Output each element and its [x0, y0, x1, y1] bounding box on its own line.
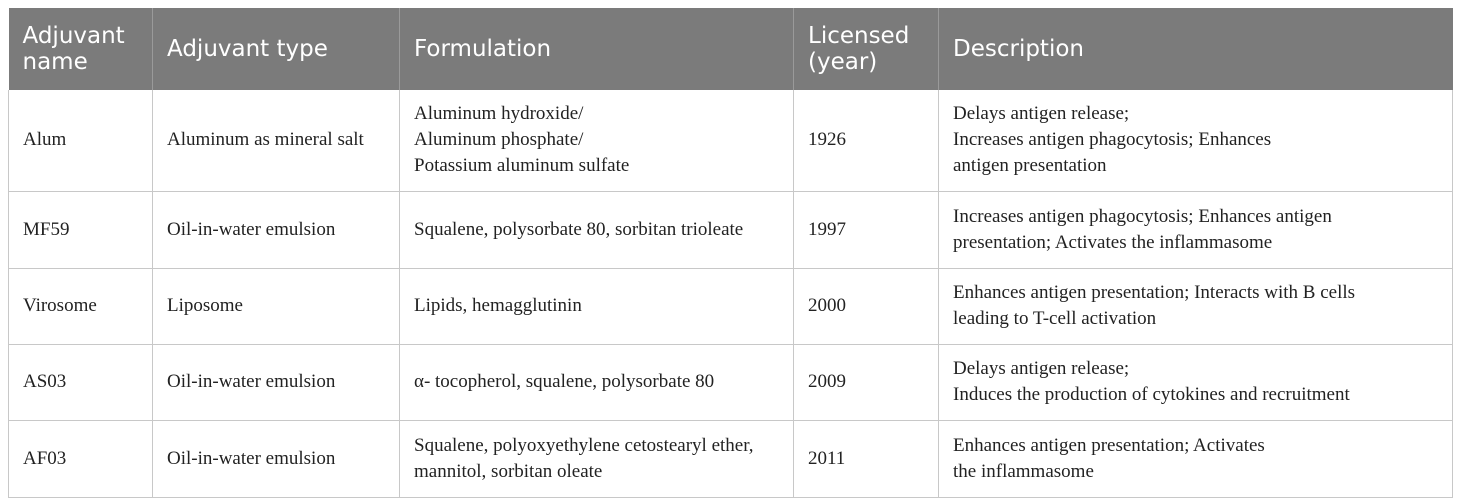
- cell-year: 1926: [794, 90, 939, 191]
- cell-type: Oil-in-water emulsion: [153, 344, 400, 420]
- header-row: [9, 8, 1453, 90]
- cell-type: Oil-in-water emulsion: [153, 191, 400, 268]
- cell-name: Virosome: [9, 268, 153, 344]
- cell-year: 2000: [794, 268, 939, 344]
- table-row: [9, 90, 1453, 191]
- cell-year: 1997: [794, 191, 939, 268]
- cell-type: Aluminum as mineral salt: [153, 90, 400, 191]
- cell-formulation: Squalene, polysorbate 80, sorbitan trioleate: [400, 191, 794, 268]
- cell-description: Enhances antigen presentation; Interacts with B cells leading to T-cell activation: [939, 268, 1453, 344]
- cell-type: Oil-in-water emulsion: [153, 420, 400, 497]
- cell-formulation: Squalene, polyoxyethylene cetostearyl ether, mannitol, sorbitan oleate: [400, 420, 794, 497]
- cell-name: AS03: [9, 344, 153, 420]
- cell-name: AF03: [9, 420, 153, 497]
- cell-description: Delays antigen release; Induces the production of cytokines and recruitment: [939, 344, 1453, 420]
- header-adjuvant-type: Adjuvant type: [153, 8, 400, 90]
- adjuvant-table: [8, 8, 1453, 498]
- header-formulation: Formulation: [400, 8, 794, 90]
- cell-year: 2009: [794, 344, 939, 420]
- table-row: [9, 268, 1453, 344]
- cell-type: Liposome: [153, 268, 400, 344]
- table-row: [9, 420, 1453, 497]
- cell-description: Enhances antigen presentation; Activates the inflammasome: [939, 420, 1453, 497]
- cell-formulation: Aluminum hydroxide/ Aluminum phosphate/ Potassium aluminum sulfate: [400, 90, 794, 191]
- cell-description: Increases antigen phagocytosis; Enhances antigen presentation; Activates the inflammasome: [939, 191, 1453, 268]
- cell-formulation: α- tocopherol, squalene, polysorbate 80: [400, 344, 794, 420]
- table-row: [9, 191, 1453, 268]
- cell-formulation: Lipids, hemagglutinin: [400, 268, 794, 344]
- cell-name: Alum: [9, 90, 153, 191]
- header-licensed-year: Licensed (year): [794, 8, 939, 90]
- cell-description: Delays antigen release; Increases antigen phagocytosis; Enhances antigen presentation: [939, 90, 1453, 191]
- table-row: [9, 344, 1453, 420]
- cell-name: MF59: [9, 191, 153, 268]
- header-adjuvant-name: Adjuvant name: [22, 23, 125, 75]
- header-description: Description: [939, 8, 1453, 90]
- adjuvant-table-container: [8, 8, 1452, 498]
- cell-year: 2011: [794, 420, 939, 497]
